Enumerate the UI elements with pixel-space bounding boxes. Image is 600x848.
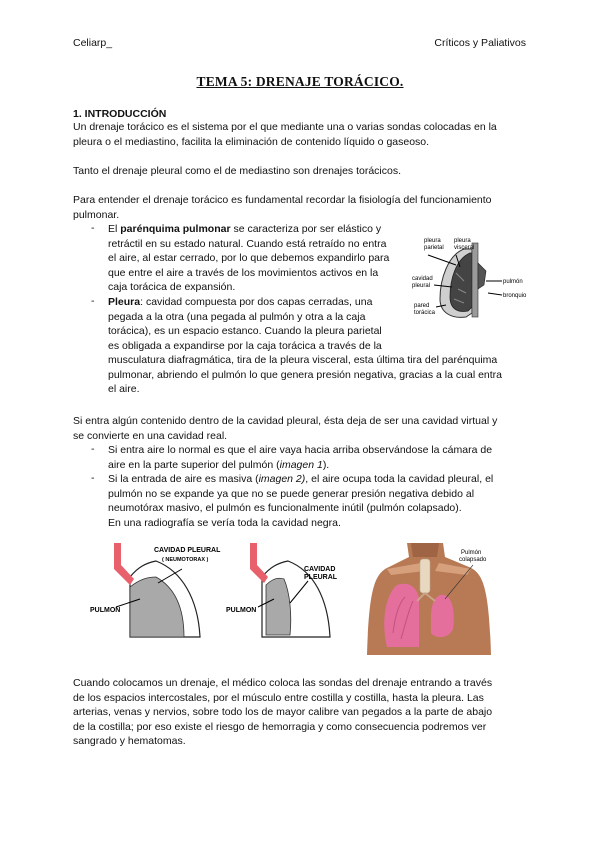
para-paragraph: Para entender el drenaje torácico es fundamental recordar la fisiología del funcionamiento pulmonar. [73, 194, 492, 221]
label-pulmon: PULMON [226, 607, 257, 614]
bronchus-shape [478, 263, 486, 289]
svg-text:PLEURAL: PLEURAL [304, 574, 338, 581]
label-pulmon: pulmón [503, 279, 523, 285]
label-pleura-visceral: pleura [454, 238, 471, 244]
si-entra-paragraph: Si entra algún contenido dentro de la cavidad pleural, ésta deja de ser una cavidad virtual y se convierte en una cavidad real. [73, 415, 498, 442]
page-title: TEMA 5: DRENAJE TORÁCICO. [196, 74, 404, 89]
label-cavidad-pleural: cavidad [412, 276, 433, 282]
section-heading: 1. INTRODUCCIÓN [73, 108, 167, 120]
neumotorax-image-2 [222, 541, 350, 641]
svg-text:pleural: pleural [412, 283, 431, 289]
label-neumotorax: ( NEUMOTORAX ) [162, 557, 209, 563]
label-bronquio: bronquio [503, 293, 527, 299]
tanto-paragraph: Tanto el drenaje pleural como el de mediastino son drenajes torácicos. [73, 165, 402, 177]
bullet-dash: - [91, 222, 95, 234]
lung-shape [266, 578, 291, 635]
cuando-paragraph: Cuando colocamos un drenaje, el médico coloca las sondas del drenaje entrando a través de los espacios intercostales, por el músculo entre costilla y costilla, hasta la pleura. Las arterias, venas y nervios, sobre todo los de mayor calibre van pegados a la parte de abajo de la costilla; por eso existe el riesgo de hemorragia y como consecuencia podremos ver sangrado y hematomas. [73, 677, 493, 747]
bullet-dash: - [91, 472, 95, 484]
bullet-dash: - [91, 295, 95, 307]
bullet-dash: - [91, 443, 95, 455]
bullet-parenquima: El parénquima pulmonar se caracteriza por ser elástico y retráctil en su estado natural. Cuando está retraído no entra el aire, al estar cerrado, por lo que debemos expandirlo para que entre el aire a través de los movimientos activos en la caja torácica de expansión. [108, 223, 390, 293]
pleura-diagram [412, 233, 530, 325]
bullet-pleura: Pleura: cavidad compuesta por dos capas cerradas, una pegada a la otra (una pegada al pulmón y otra a la caja torácica), es un espacio estanco. Cuando la pleura parietal es obligada a expandirse por la caja torácica a través de la musculatura diafragmática, tira de la pleura visceral, esta última tira del parénquima pulmonar, abriendo el pulmón lo que genera presión negativa, gracias a la cual entra el aire. [108, 296, 503, 395]
label-cavidad: CAVIDAD [304, 566, 336, 573]
header-subject: Críticos y Paliativos [434, 37, 526, 49]
label-pulmon-colapsado: Pulmón [461, 550, 482, 556]
label-pulmon: PULMON [90, 607, 121, 614]
label-pleura-parietal: pleura [424, 238, 441, 244]
svg-text:torácica: torácica [414, 310, 436, 316]
neumotorax-image-1 [86, 541, 236, 641]
bullet-masiva: Si la entrada de aire es masiva (imagen 2), el aire ocupa toda la cavidad pleural, el pulmón no se expande ya que no se puede generar presión negativa debido al neumotórax masivo, el pulmón es funcionalmente inútil (pulmón colapsado). En una radiografía se vería toda la cavidad negra. [108, 473, 494, 529]
header-author: Celiarp_ [73, 37, 113, 49]
bullet-aire: Si entra aire lo normal es que el aire vaya hacia arriba observándose la cámara de aire en la parte superior del pulmón (imagen 1). [108, 444, 493, 471]
torso-lung-image [365, 543, 495, 655]
label-pared-toracica: pared [414, 303, 430, 309]
svg-text:visceral: visceral [454, 245, 475, 251]
intro-paragraph: Un drenaje torácico es el sistema por el que mediante una o varias sondas colocadas en la pleura o el mediastino, facilita la eliminación de contenido líquido o gaseoso. [73, 121, 497, 148]
svg-text:parietal: parietal [424, 245, 444, 251]
svg-text:colapsado: colapsado [459, 557, 487, 563]
label-cavidad: CAVIDAD PLEURAL [154, 547, 221, 554]
